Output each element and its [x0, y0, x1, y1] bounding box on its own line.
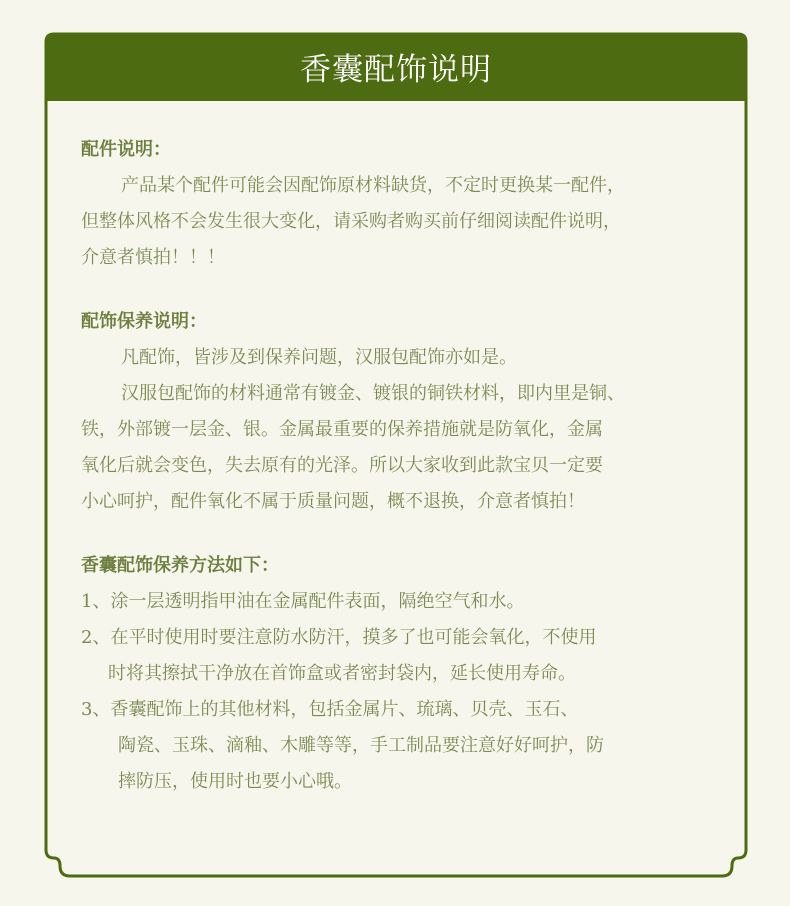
text-line: 凡配饰，皆涉及到保养问题，汉服包配饰亦如是。 — [121, 347, 517, 368]
content-body — [81, 132, 721, 800]
list-item-continuation: 摔防压，使用时也要小心哦。 — [118, 771, 352, 792]
text-line: 小心呵护，配件氧化不属于质量问题，概不退换，介意者慎拍！ — [81, 491, 585, 512]
list-item: 3、香囊配饰上的其他材料，包括金属片、琉璃、贝壳、玉石、 — [81, 699, 579, 720]
section-title-maintenance: 配饰保养说明： — [81, 311, 207, 332]
text-line: 铁，外部镀一层金、银。金属最重要的保养措施就是防氧化，金属 — [81, 419, 603, 440]
list-item: 1、涂一层透明指甲油在金属配件表面，隔绝空气和水。 — [81, 591, 525, 612]
list-item-continuation: 陶瓷、玉珠、滴釉、木雕等等，手工制品要注意好好呵护，防 — [118, 735, 604, 756]
list-item: 2、在平时使用时要注意防水防汗，摸多了也可能会氧化，不使用 — [81, 627, 597, 648]
text-line: 产品某个配件可能会因配饰原材料缺货，不定时更换某一配件， — [121, 175, 625, 196]
text-line: 但整体风格不会发生很大变化，请采购者购买前仔细阅读配件说明， — [81, 211, 621, 232]
text-line: 介意者慎拍！！！ — [81, 247, 225, 268]
text-line: 汉服包配饰的材料通常有镀金、镀银的铜铁材料，即内里是铜、 — [121, 383, 625, 404]
section-title-methods: 香囊配饰保养方法如下： — [81, 555, 279, 576]
info-card — [44, 32, 748, 879]
header-bar — [44, 32, 748, 101]
text-line: 氧化后就会变色，失去原有的光泽。所以大家收到此款宝贝一定要 — [81, 455, 603, 476]
section-title-accessories: 配件说明： — [81, 139, 171, 160]
list-item-continuation: 时将其擦拭干净放在首饰盒或者密封袋内，延长使用寿命。 — [108, 663, 576, 684]
page-title: 香囊配饰说明 — [300, 52, 492, 88]
